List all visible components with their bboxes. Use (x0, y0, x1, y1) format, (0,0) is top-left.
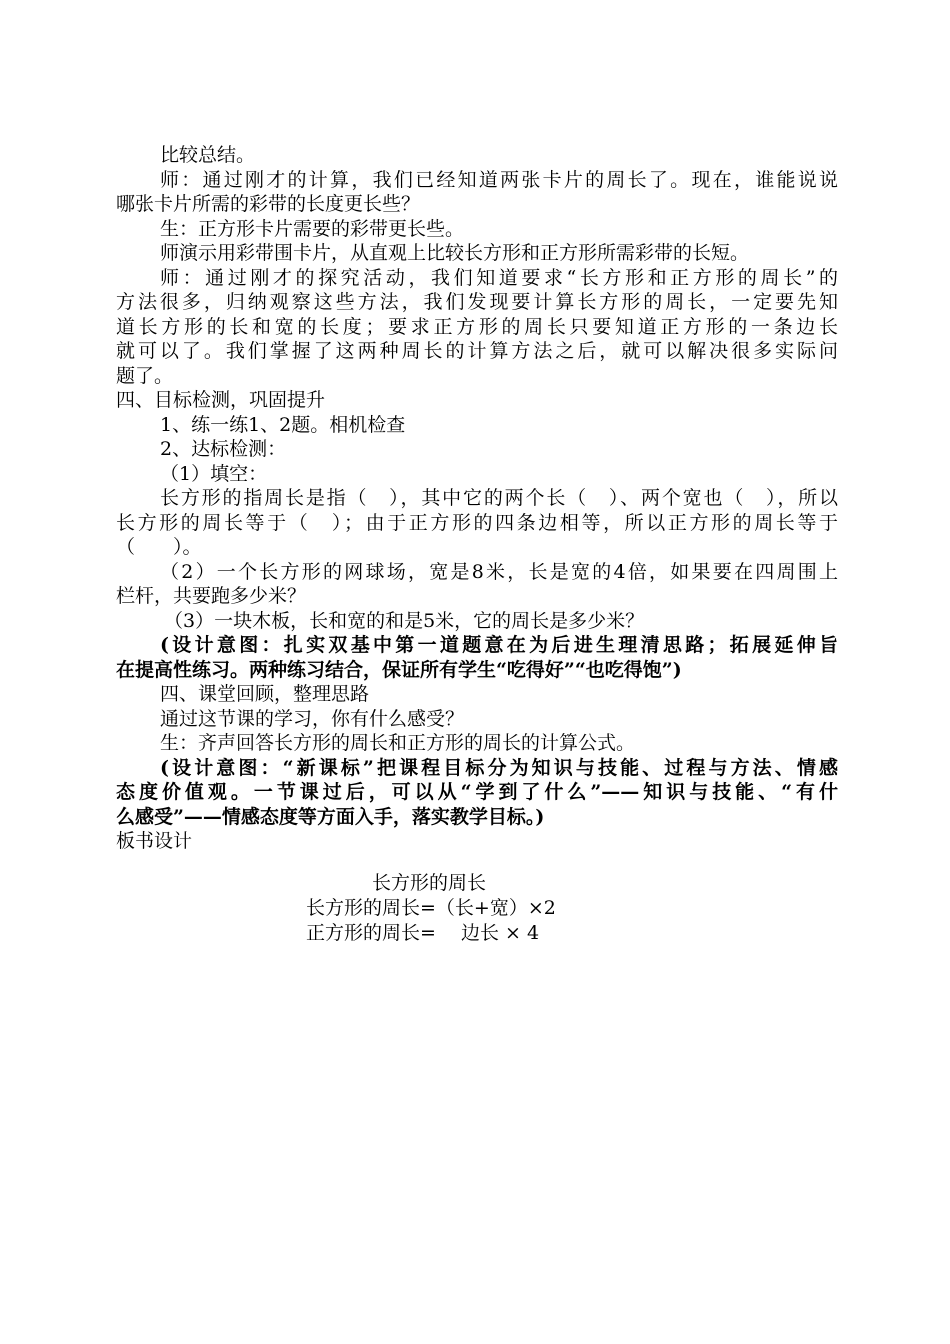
blackboard-design (116, 871, 838, 946)
square-formula: 正方形的周长= 边长 × 4 (306, 922, 540, 944)
text-line: 方法很多，归纳观察这些方法，我们发现要计算长方形的周长，一定要先知 (116, 291, 838, 313)
text-line: 就可以了。我们掌握了这两种周长的计算方法之后，就可以解决很多实际问 (116, 340, 838, 362)
text-line: 师：通过刚才的探究活动，我们知道要求“长方形和正方形的周长”的 (160, 266, 838, 289)
text-line: （2）一个长方形的网球场，宽是8米，长是宽的4倍，如果要在四周围上 (160, 560, 838, 583)
section-heading: 四、课堂回顾，整理思路 (160, 683, 370, 705)
section-heading: 四、目标检测，巩固提升 (116, 389, 326, 411)
text-line: 长方形的指周长是指（ ），其中它的两个长（ ）、两个宽也（ ），所以 (160, 487, 838, 509)
text-line: 哪张卡片所需的彩带的长度更长些？ (116, 193, 421, 215)
text-line: 师：通过刚才的计算，我们已经知道两张卡片的周长了。现在，谁能说说 (160, 168, 838, 191)
design-intent-line: 态度价值观。一节课过后，可以从“学到了什么”——知识与技能、“有什 (116, 781, 838, 803)
text-line: 道长方形的长和宽的长度；要求正方形的周长只要知道正方形的一条边长 (116, 315, 838, 338)
text-line: （1）填空： (160, 462, 268, 485)
text-line: 通过这节课的学习，你有什么感受？ (160, 707, 465, 730)
text-line: 生：正方形卡片需要的彩带更长些。 (160, 217, 465, 240)
text-line: 长方形的周长等于（ ）；由于正方形的四条边相等，所以正方形的周长等于 (116, 511, 838, 534)
document-body (116, 143, 838, 854)
text-line: 2、达标检测： (160, 438, 287, 460)
text-line: 比较总结。 (160, 144, 256, 166)
board-title: 长方形的周长 (372, 872, 487, 894)
design-intent-line: (设计意图：“新课标”把课程目标分为知识与技能、过程与方法、情感 (160, 756, 838, 779)
text-line: 题了。 (116, 364, 174, 387)
rectangle-formula: 长方形的周长=（长+宽）×2 (306, 897, 556, 919)
text-line: 生：齐声回答长方形的周长和正方形的周长的计算公式。 (160, 732, 636, 754)
design-intent-line: (设计意图：扎实双基中第一道题意在为后进生理清思路；拓展延伸旨 (160, 634, 838, 656)
text-line: 1、练一练1、2题。相机检查 (160, 413, 406, 436)
design-intent-line: 在提高性练习。两种练习结合，保证所有学生“吃得好”“也吃得饱”) (116, 658, 682, 681)
text-line: 师演示用彩带围卡片，从直观上比较长方形和正方形所需彩带的长短。 (160, 242, 750, 264)
board-heading: 板书设计 (116, 830, 193, 852)
design-intent-line: 么感受”——情感态度等方面入手，落实教学目标。) (116, 805, 545, 828)
text-line: 栏杆，共要跑多少米？ (116, 585, 307, 607)
text-line: （ ）。 (116, 536, 202, 558)
text-line: （3）一块木板，长和宽的和是5米，它的周长是多少米？ (164, 609, 645, 632)
